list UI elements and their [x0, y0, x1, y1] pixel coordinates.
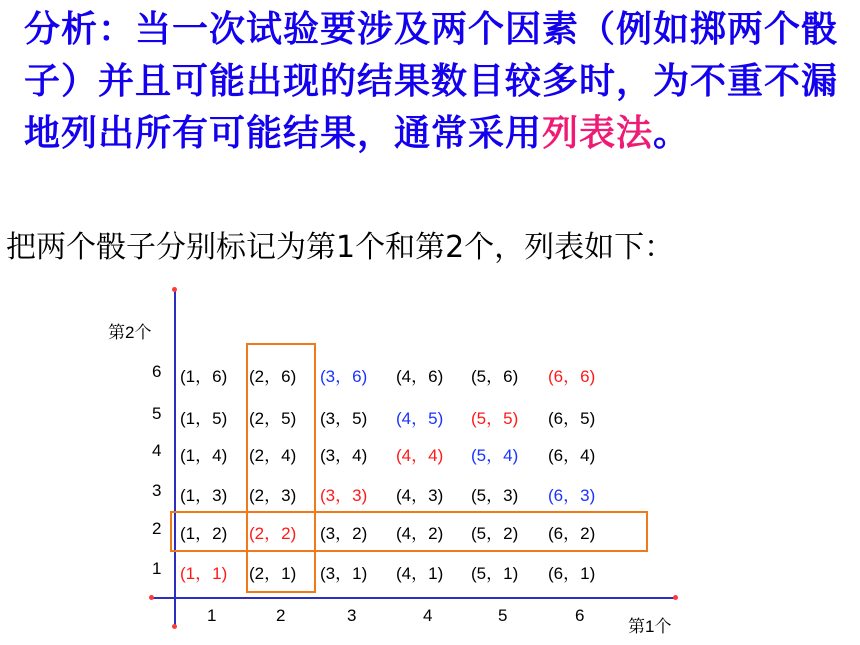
outcome-cell: (6，4)	[548, 446, 596, 465]
outcome-cell: (4，3)	[396, 486, 444, 505]
outcome-cell: (6，3)	[548, 486, 596, 505]
y-tick-label: 3	[152, 481, 162, 500]
outcome-cell: (2，1)	[249, 564, 297, 583]
outcome-cell: (1，2)	[180, 524, 228, 543]
outcome-cell: (3，4)	[320, 446, 368, 465]
outcome-cell: (4，6)	[396, 367, 444, 386]
outcome-cell: (3，3)	[320, 486, 368, 505]
outcome-cell: (6，6)	[548, 367, 596, 386]
outcome-cell: (1，1)	[180, 564, 228, 583]
instruction-text: 把两个骰子分别标记为第1个和第2个，列表如下：	[6, 230, 675, 265]
outcome-cell: (4，2)	[396, 524, 444, 543]
y-axis-label: 第2个	[108, 323, 152, 342]
y-tick-label: 2	[152, 519, 162, 538]
y-axis-line	[174, 290, 176, 628]
outcome-cell: (6，5)	[548, 409, 596, 428]
x-tick-label: 4	[423, 606, 433, 625]
outcome-cell: (5，4)	[471, 446, 519, 465]
row-box-y2	[170, 511, 648, 552]
outcome-cell: (1，4)	[180, 446, 228, 465]
outcome-cell: (1，3)	[180, 486, 228, 505]
outcome-cell: (2，4)	[249, 446, 297, 465]
x-tick-label: 1	[207, 606, 217, 625]
x-axis-left-dot	[149, 595, 154, 600]
column-box-x2	[246, 343, 316, 593]
x-axis-label: 第1个	[628, 617, 672, 636]
outcome-cell: (5，6)	[471, 367, 519, 386]
heading-highlight: 列表法	[542, 113, 654, 154]
y-tick-label: 6	[152, 362, 162, 381]
outcome-cell: (2，6)	[249, 367, 297, 386]
heading-suffix: 。	[653, 113, 691, 154]
outcome-cell: (1，6)	[180, 367, 228, 386]
outcome-cell: (1，5)	[180, 409, 228, 428]
y-axis-bottom-dot	[172, 624, 177, 629]
outcome-cell: (3，1)	[320, 564, 368, 583]
x-axis-right-dot	[673, 595, 678, 600]
x-tick-label: 2	[276, 606, 286, 625]
y-tick-label: 1	[152, 559, 162, 578]
x-axis-line	[152, 597, 676, 599]
x-tick-label: 3	[347, 606, 357, 625]
y-tick-label: 4	[152, 441, 162, 460]
outcome-cell: (2，5)	[249, 409, 297, 428]
outcome-cell: (6，1)	[548, 564, 596, 583]
x-tick-label: 6	[575, 606, 585, 625]
outcome-cell: (4，1)	[396, 564, 444, 583]
outcome-cell: (5，5)	[471, 409, 519, 428]
outcome-cell: (6，2)	[548, 524, 596, 543]
outcome-cell: (4，5)	[396, 409, 444, 428]
x-tick-label: 5	[498, 606, 508, 625]
outcome-cell: (4，4)	[396, 446, 444, 465]
outcome-cell: (3，6)	[320, 367, 368, 386]
outcome-cell: (5，1)	[471, 564, 519, 583]
y-axis-top-dot	[172, 287, 177, 292]
y-tick-label: 5	[152, 404, 162, 423]
analysis-heading	[24, 4, 844, 160]
outcome-cell: (3，5)	[320, 409, 368, 428]
outcome-cell: (5，2)	[471, 524, 519, 543]
outcome-cell: (2，3)	[249, 486, 297, 505]
heading-text: 分析：当一次试验要涉及两个因素（例如掷两个骰子）并且可能出现的结果数目较多时，为不重不漏地列出所有可能结果，通常采用	[24, 9, 839, 154]
outcome-cell: (3，2)	[320, 524, 368, 543]
outcome-cell: (5，3)	[471, 486, 519, 505]
outcome-cell: (2，2)	[249, 524, 297, 543]
